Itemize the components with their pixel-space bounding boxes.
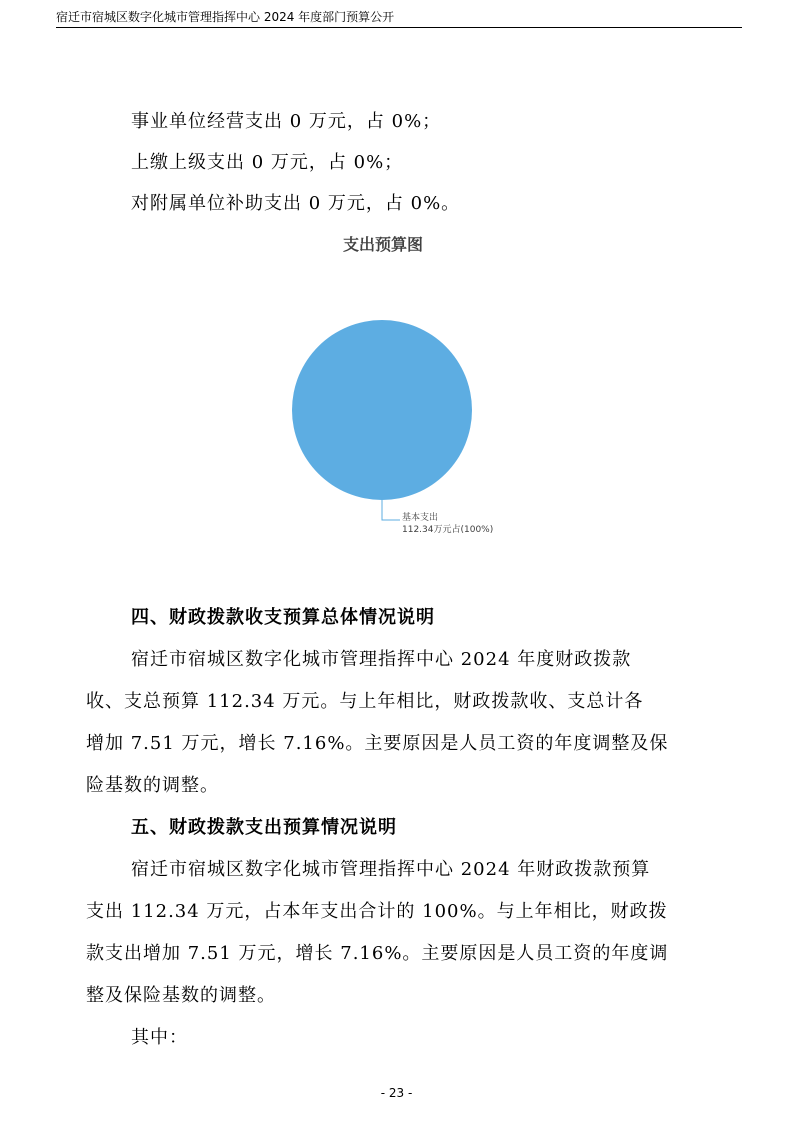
section5-tail: 其中： <box>131 1027 188 1048</box>
pie-data-label-name: 基本支出 <box>402 513 439 523</box>
pie-leader-line <box>382 500 400 520</box>
intro-line-2: 上缴上级支出 0 万元，占 0%； <box>131 152 404 173</box>
section5-line-3: 款支出增加 7.51 万元，增长 7.16%。主要原因是人员工资的年度调 <box>86 943 669 964</box>
section4-heading: 四、财政拨款收支预算总体情况说明 <box>131 607 435 628</box>
section5-heading: 五、财政拨款支出预算情况说明 <box>131 817 397 838</box>
chart-title: 支出预算图 <box>342 235 423 254</box>
section4-line-1: 宿迁市宿城区数字化城市管理指挥中心 2024 年度财政拨款 <box>131 649 632 670</box>
page-number: - 23 - <box>380 1086 413 1100</box>
section4-line-2: 收、支总预算 112.34 万元。与上年相比，财政拨款收、支总计各 <box>86 691 644 712</box>
section5-line-1: 宿迁市宿城区数字化城市管理指挥中心 2024 年财政拨款预算 <box>131 859 651 880</box>
pie-data-label-value: 112.34万元占(100%) <box>402 525 494 535</box>
section4-line-3: 增加 7.51 万元，增长 7.16%。主要原因是人员工资的年度调整及保 <box>86 733 669 754</box>
intro-line-1: 事业单位经营支出 0 万元，占 0%； <box>131 111 442 132</box>
section5-line-4: 整及保险基数的调整。 <box>86 985 276 1006</box>
section5-line-2: 支出 112.34 万元，占本年支出合计的 100%。与上年相比，财政拨 <box>86 901 668 922</box>
intro-line-3: 对附属单位补助支出 0 万元，占 0%。 <box>131 193 461 214</box>
section4-line-4: 险基数的调整。 <box>86 775 219 796</box>
page-header: 宿迁市宿城区数字化城市管理指挥中心 2024 年度部门预算公开 <box>56 10 395 24</box>
pie-slice-basic-expenditure <box>292 320 472 500</box>
